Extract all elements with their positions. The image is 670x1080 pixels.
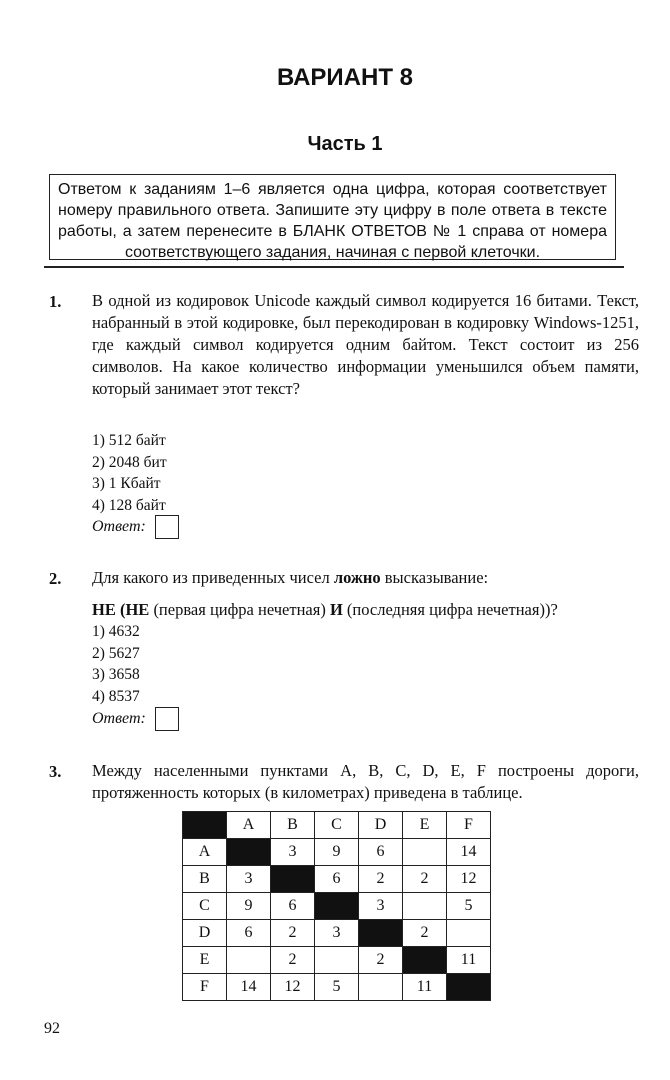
question-2-option[interactable]: 2) 5627	[92, 644, 140, 662]
table-cell: 12	[447, 866, 491, 893]
table-row-label: D	[183, 920, 227, 947]
answer-label: Ответ:	[92, 710, 146, 727]
distance-table	[182, 811, 491, 1001]
table-diagonal-cell	[271, 866, 315, 893]
table-row-label: A	[183, 839, 227, 866]
question-1-number: 1.	[49, 292, 62, 311]
question-3-number: 3.	[49, 762, 62, 781]
table-cell	[447, 920, 491, 947]
question-1-option[interactable]: 4) 128 байт	[92, 496, 166, 514]
table-cell	[403, 839, 447, 866]
table-cell: 3	[315, 920, 359, 947]
question-1-option[interactable]: 2) 2048 бит	[92, 453, 167, 471]
page-number: 92	[44, 1020, 60, 1037]
question-3-text: Между населенными пунктами A, B, C, D, E, F построены дороги, протяженность которых (в километрах) приведена в таблице.	[92, 761, 639, 802]
table-header-cell: E	[403, 812, 447, 839]
table-row	[183, 947, 491, 974]
table-diagonal-cell	[447, 974, 491, 1001]
table-cell: 11	[447, 947, 491, 974]
table-cell: 6	[271, 893, 315, 920]
question-2-options	[92, 621, 140, 707]
question-2-condition: НЕ (НЕ (первая цифра нечетная) И (последняя цифра нечетная))?	[92, 600, 558, 619]
table-cell: 2	[271, 947, 315, 974]
table-cell: 2	[271, 920, 315, 947]
table-diagonal-cell	[403, 947, 447, 974]
table-row	[183, 866, 491, 893]
answer-box[interactable]	[155, 707, 179, 731]
answer-label: Ответ:	[92, 518, 146, 535]
table-cell: 2	[403, 920, 447, 947]
table-cell: 2	[403, 866, 447, 893]
table-cell: 2	[359, 866, 403, 893]
table-header-cell: C	[315, 812, 359, 839]
table-row	[183, 893, 491, 920]
table-cell	[403, 893, 447, 920]
table-cell: 3	[271, 839, 315, 866]
part-title: Часть 1	[307, 133, 383, 155]
table-header-row	[183, 812, 491, 839]
table-diagonal-cell	[227, 839, 271, 866]
table-diagonal-cell	[315, 893, 359, 920]
table-header-cell: D	[359, 812, 403, 839]
question-1-answer	[92, 515, 179, 539]
question-2-text: Для какого из приведенных чисел ложно высказывание:	[92, 568, 489, 587]
table-cell: 14	[227, 974, 271, 1001]
question-1-option[interactable]: 3) 1 Кбайт	[92, 475, 161, 492]
table-row	[183, 974, 491, 1001]
question-1-text: В одной из кодировок Unicode каждый символ кодируется 16 битами. Текст, набранный в этой кодировке, был перекодирован в кодировку Windows-1251, где каждый символ кодируется одним байтом. Текст состоит из 256 символов. На какое количество информации уменьшился объем памяти, который занимает этот текст?	[92, 291, 639, 398]
table-cell: 5	[315, 974, 359, 1001]
table-cell: 3	[359, 893, 403, 920]
divider	[44, 266, 624, 268]
table-cell	[315, 947, 359, 974]
table-cell: 9	[227, 893, 271, 920]
table-row	[183, 920, 491, 947]
question-2-number: 2.	[49, 569, 62, 588]
table-cell	[359, 974, 403, 1001]
table-cell: 3	[227, 866, 271, 893]
table-cell	[227, 947, 271, 974]
variant-title: ВАРИАНТ 8	[276, 64, 414, 91]
table-corner-cell	[183, 812, 227, 839]
question-2-answer	[92, 707, 179, 731]
table-row-label: B	[183, 866, 227, 893]
instruction-box: Ответом к заданиям 1–6 является одна цифра, которая соответствует номеру правильного ответа. Запишите эту цифру в поле ответа в тексте работы, а затем перенесите в БЛАНК ОТВЕТОВ № 1 справа от номера соответствующего задания, начиная с первой клеточки.	[49, 174, 616, 260]
table-cell: 6	[315, 866, 359, 893]
question-1-options	[92, 430, 167, 516]
table-cell: 6	[359, 839, 403, 866]
question-2-option[interactable]: 1) 4632	[92, 623, 140, 640]
table-cell: 6	[227, 920, 271, 947]
table-diagonal-cell	[359, 920, 403, 947]
table-header-cell: A	[227, 812, 271, 839]
question-2-option[interactable]: 3) 3658	[92, 666, 140, 683]
table-header-cell: F	[447, 812, 491, 839]
question-2-option[interactable]: 4) 8537	[92, 687, 140, 705]
table-cell: 14	[447, 839, 491, 866]
table-row-label: F	[183, 974, 227, 1001]
table-header-cell: B	[271, 812, 315, 839]
table-cell: 2	[359, 947, 403, 974]
table-cell: 9	[315, 839, 359, 866]
table-row-label: E	[183, 947, 227, 974]
table-cell: 12	[271, 974, 315, 1001]
table-row	[183, 839, 491, 866]
question-1-option[interactable]: 1) 512 байт	[92, 432, 166, 449]
table-cell: 11	[403, 974, 447, 1001]
answer-box[interactable]	[155, 515, 179, 539]
table-cell: 5	[447, 893, 491, 920]
table-row-label: C	[183, 893, 227, 920]
